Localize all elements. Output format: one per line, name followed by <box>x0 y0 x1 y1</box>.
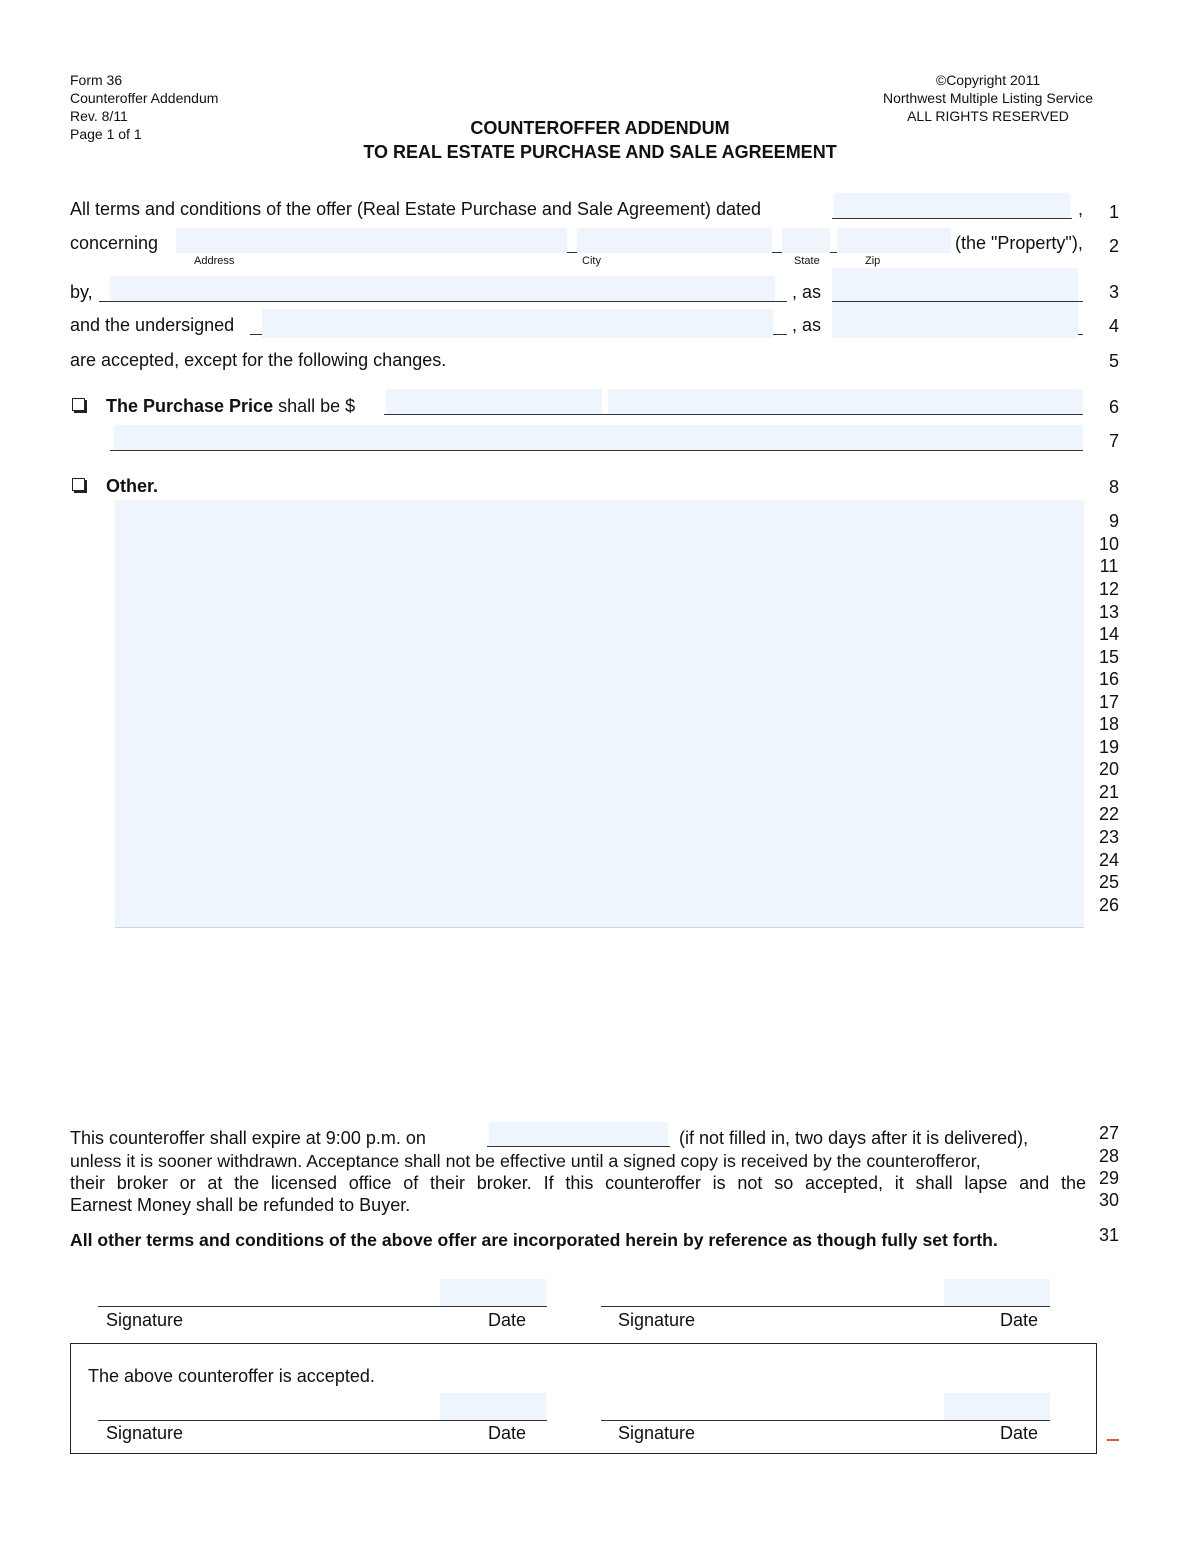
line-number: 30 <box>1098 1190 1120 1210</box>
form-number: Form 36 <box>70 72 123 88</box>
date-1-field[interactable] <box>440 1279 546 1306</box>
line-number: 27 <box>1098 1123 1120 1143</box>
line-number: 11 <box>1099 556 1119 576</box>
line-number: 17 <box>1098 692 1120 712</box>
line-number: 28 <box>1098 1146 1120 1166</box>
signature-line <box>98 1306 547 1307</box>
line-number: 15 <box>1098 647 1120 667</box>
form-name: Counteroffer Addendum <box>70 90 219 106</box>
purchase-price-label: The Purchase Price <box>106 396 274 416</box>
acceptance-box <box>70 1343 1097 1454</box>
property-label: (the "Property"), <box>955 233 1083 253</box>
date-label: Date <box>488 1423 527 1443</box>
line-number: 18 <box>1098 714 1120 734</box>
price-number-field[interactable] <box>386 389 602 414</box>
address-caption: Address <box>194 255 235 267</box>
line-number: 3 <box>1108 282 1119 302</box>
offer-date-field[interactable] <box>834 193 1070 218</box>
line-number: 2 <box>1108 236 1119 256</box>
line-1-text: All terms and conditions of the offer (Real Estate Purchase and Sale Agreement) dated <box>70 199 762 219</box>
line-number: 19 <box>1098 737 1120 757</box>
line-4-text: and the undersigned <box>70 315 235 335</box>
other-terms-bottom-line <box>115 927 1084 928</box>
date-4-field[interactable] <box>944 1393 1050 1420</box>
line-number: 29 <box>1098 1168 1120 1188</box>
line-number: 6 <box>1108 397 1119 417</box>
publisher-line: Northwest Multiple Listing Service <box>882 90 1094 106</box>
line-number: 16 <box>1098 669 1120 689</box>
price-line-2-field[interactable] <box>114 425 1083 450</box>
state-caption: State <box>794 255 820 267</box>
expire-text-line-3: their broker or at the licensed office of their broker. If this counteroffer is not so accepted, it shall lapse and the <box>70 1173 1086 1193</box>
line-number: 4 <box>1108 316 1119 336</box>
expire-date-underline <box>487 1146 670 1147</box>
other-terms-field[interactable] <box>115 500 1084 927</box>
price-underline <box>384 414 1083 415</box>
city-field[interactable] <box>577 228 772 253</box>
line-number: 26 <box>1098 895 1120 915</box>
state-field[interactable] <box>782 228 830 253</box>
signature-line <box>601 1420 1050 1421</box>
line-number: 20 <box>1098 759 1120 779</box>
purchase-price-rest: shall be $ <box>273 396 356 416</box>
undersigned-name-field[interactable] <box>262 309 773 338</box>
line-3-as: , as <box>792 282 822 302</box>
signature-label: Signature <box>618 1423 696 1443</box>
line-number: 8 <box>1108 477 1119 497</box>
line-number: 7 <box>1108 431 1119 451</box>
line-number: 24 <box>1098 850 1120 870</box>
line-number: 21 <box>1098 782 1120 802</box>
line-6-text <box>106 395 355 417</box>
expire-date-field[interactable] <box>489 1122 668 1146</box>
line-1-comma: , <box>1078 199 1084 219</box>
rights-line: ALL RIGHTS RESERVED <box>907 108 1069 124</box>
date-3-field[interactable] <box>440 1393 546 1420</box>
line-number: 10 <box>1098 534 1120 554</box>
line-number: 5 <box>1108 351 1119 371</box>
signature-label: Signature <box>618 1310 696 1330</box>
signature-line <box>601 1306 1050 1307</box>
date-2-field[interactable] <box>944 1279 1050 1306</box>
line-number: 14 <box>1098 624 1120 644</box>
other-label: Other. <box>106 476 159 496</box>
line-number: 1 <box>1108 202 1119 222</box>
expire-text-line-2: unless it is sooner withdrawn. Acceptance shall not be effective until a signed copy is received by the counterofferor, <box>70 1151 981 1171</box>
line-3-text: by, <box>70 282 93 302</box>
signature-label: Signature <box>106 1423 184 1443</box>
by-name-underline <box>99 301 787 302</box>
line-number: 9 <box>1108 511 1119 531</box>
expire-text-line-4: Earnest Money shall be refunded to Buyer. <box>70 1195 411 1215</box>
address-field[interactable] <box>176 228 567 253</box>
incorporation-statement: All other terms and conditions of the above offer are incorporated herein by reference as though fully set forth. <box>70 1230 998 1250</box>
city-caption: City <box>582 255 601 267</box>
page-subtitle: TO REAL ESTATE PURCHASE AND SALE AGREEMENT <box>363 142 837 162</box>
date-label: Date <box>488 1310 527 1330</box>
offer-date-underline <box>832 218 1072 219</box>
line-number: 13 <box>1098 602 1120 622</box>
line-number: 31 <box>1098 1225 1120 1245</box>
price-line-2-underline <box>110 450 1083 451</box>
line-4-as: , as <box>792 315 822 335</box>
expire-text: This counteroffer shall expire at 9:00 p.m. on <box>70 1128 426 1148</box>
purchase-price-checkbox[interactable] <box>72 398 85 411</box>
signature-line <box>98 1420 547 1421</box>
page-title: COUNTEROFFER ADDENDUM <box>470 118 730 138</box>
by-role-field[interactable] <box>832 268 1078 301</box>
zip-field[interactable] <box>837 228 951 253</box>
line-5-text: are accepted, except for the following changes. <box>70 350 447 370</box>
date-label: Date <box>1000 1310 1039 1330</box>
line-number: 22 <box>1098 804 1120 824</box>
line-number: 25 <box>1098 872 1120 892</box>
acceptance-text: The above counteroffer is accepted. <box>88 1366 375 1386</box>
dash-mark <box>1107 1439 1119 1441</box>
form-revision: Rev. 8/11 <box>70 108 128 124</box>
copyright-line: ©Copyright 2011 <box>935 72 1041 88</box>
page-indicator: Page 1 of 1 <box>70 126 142 142</box>
signature-label: Signature <box>106 1310 184 1330</box>
line-number: 12 <box>1098 579 1120 599</box>
price-words-field[interactable] <box>608 389 1083 414</box>
other-checkbox[interactable] <box>72 478 85 491</box>
undersigned-role-field[interactable] <box>832 302 1078 338</box>
expire-text-tail: (if not filled in, two days after it is delivered), <box>679 1128 1029 1148</box>
by-name-field[interactable] <box>110 276 775 301</box>
line-number: 23 <box>1098 827 1120 847</box>
line-2-text: concerning <box>70 233 159 253</box>
zip-caption: Zip <box>865 255 881 267</box>
date-label: Date <box>1000 1423 1039 1443</box>
